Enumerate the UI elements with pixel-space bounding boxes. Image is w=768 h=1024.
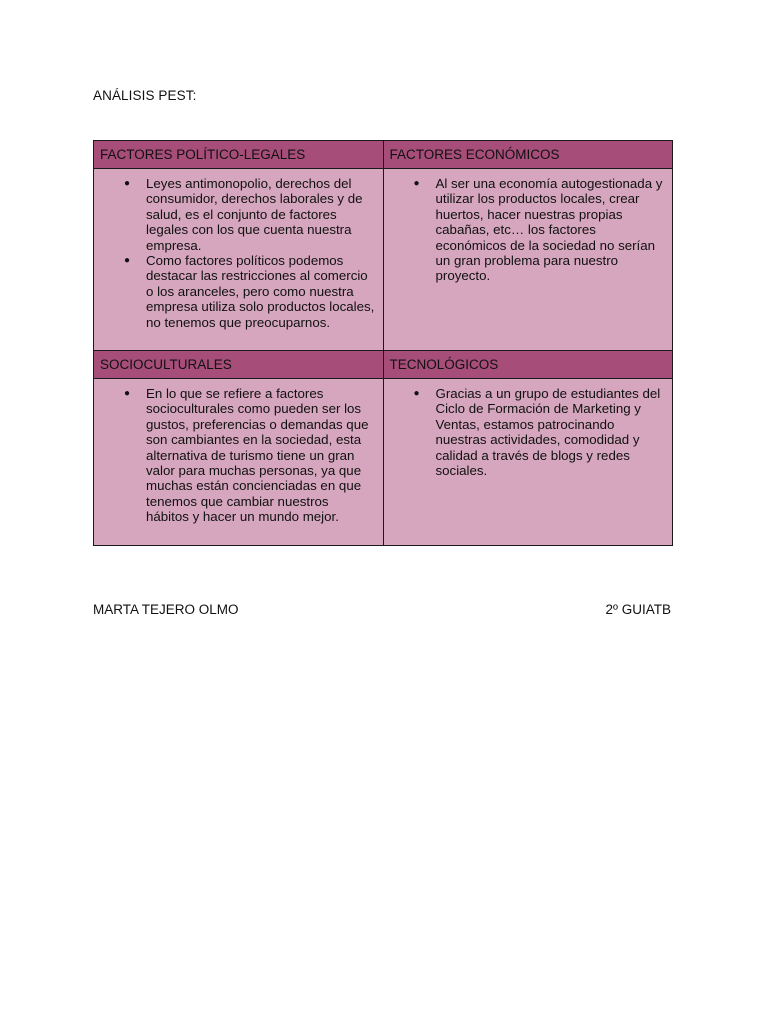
list-item-text: Como factores políticos podemos destacar las restricciones al comercio o los aranceles, pero como nuestra empresa utiliza solo productos locales, no tenemos que preocuparnos. [146, 253, 375, 330]
economic-cell [383, 169, 673, 351]
economic-heading: FACTORES ECONÓMICOS [383, 141, 673, 169]
political-legal-list [94, 176, 375, 330]
bullet-icon: ● [413, 388, 420, 399]
technological-list [384, 386, 665, 478]
list-item-text: En lo que se refiere a factores socioculturales como pueden ser los gustos, preferencias o demandas que son cambiantes en la sociedad, esta alternativa de turismo tiene un gran valor para muchas personas, ya que muchas están concienciadas en que tenemos que cambiar nuestros hábitos y hacer un mundo mejor. [146, 386, 369, 525]
list-item [413, 386, 665, 479]
list-item [124, 176, 375, 253]
bullet-icon: ● [124, 178, 131, 189]
technological-cell [383, 379, 673, 546]
list-item [124, 253, 375, 330]
table-header-row [94, 141, 673, 169]
sociocultural-heading: SOCIOCULTURALES [94, 351, 384, 379]
table-row [94, 379, 673, 546]
pest-table [93, 140, 673, 546]
bullet-icon: ● [124, 255, 131, 267]
table-row [94, 169, 673, 351]
list-item-text: Gracias a un grupo de estudiantes del Ciclo de Formación de Marketing y Ventas, estamos patrocinando nuestras actividades, comodidad y calidad a través de blogs y redes sociales. [435, 386, 661, 479]
document-title: ANÁLISIS PEST: [93, 88, 197, 103]
class-label: 2º GUIATB [605, 602, 671, 617]
political-legal-heading: FACTORES POLÍTICO-LEGALES [94, 141, 384, 169]
sociocultural-list [94, 386, 375, 525]
list-item-text: Leyes antimonopolio, derechos del consumidor, derechos laborales y de salud, es el conjunto de factores legales con los que cuenta nuestra empresa. [146, 176, 363, 253]
bullet-icon: ● [124, 388, 131, 399]
economic-list [384, 176, 665, 284]
sociocultural-cell [94, 379, 384, 546]
author-name: MARTA TEJERO OLMO [93, 602, 239, 617]
technological-heading: TECNOLÓGICOS [383, 351, 673, 379]
bullet-icon: ● [413, 178, 420, 189]
list-item [413, 176, 665, 284]
political-legal-cell [94, 169, 384, 351]
table-header-row [94, 351, 673, 379]
list-item [124, 386, 375, 525]
list-item-text: Al ser una economía autogestionada y utilizar los productos locales, crear huertos, hacer nuestras propias cabañas, etc… los factores económicos de la sociedad no serían un gran problema para nuestro proyecto. [435, 176, 663, 284]
